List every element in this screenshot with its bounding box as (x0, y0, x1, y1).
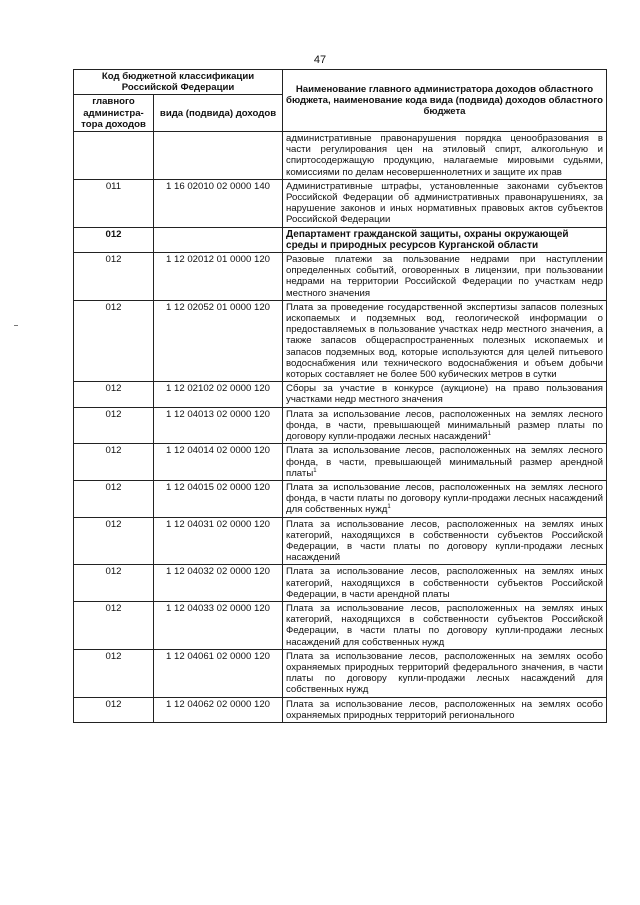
admin-code-cell: 012 (74, 253, 154, 301)
income-name-text: Плата за использование лесов, расположенных на землях особо охраняемых природных территорий регионального (286, 698, 603, 721)
admin-code-cell: 012 (74, 227, 154, 252)
budget-classification-table (73, 69, 607, 723)
admin-code-cell: 012 (74, 300, 154, 381)
income-name-text: Плата за использование лесов, расположенных на землях иных категорий, находящихся в собственности субъектов Российской Федерации, в части платы по договору купли-продажи лесных насаждений для собственных нужд (286, 602, 603, 648)
income-code-cell (154, 227, 283, 252)
income-name-text: Плата за использование лесов, расположенных на землях иных категорий, находящихся в собственности субъектов Российской Федерации, в части арендной платы (286, 566, 603, 600)
table-row (74, 601, 607, 649)
admin-code-cell: 012 (74, 565, 154, 602)
income-name-cell (283, 517, 607, 565)
income-name-cell (283, 444, 607, 481)
admin-code-cell: 012 (74, 649, 154, 697)
income-name-text: Плата за проведение государственной экспертизы запасов полезных ископаемых и подземных вод, геологической информации о предоставляемых в пользование участках недр местного значения, а также запасов общераспространенных полезных ископаемых и запасов подземных вод, которые используются для целей питьевого водоснабжения или технического водоснабжения и объем добычи которых составляет не более 500 кубических метров в сутки (286, 301, 603, 381)
admin-code-cell: 012 (74, 480, 154, 517)
income-name-text: Плата за использование лесов, расположенных на землях лесного фонда, в части, превышающей минимальный размер арендной платы (286, 445, 603, 479)
income-code-cell: 1 12 04014 02 0000 120 (154, 444, 283, 481)
income-name-cell (283, 179, 607, 227)
table-body (74, 132, 607, 723)
table-row (74, 697, 607, 722)
income-name-cell (283, 300, 607, 381)
income-code-cell: 1 12 02102 02 0000 120 (154, 382, 283, 407)
table-row (74, 382, 607, 407)
income-name-cell (283, 565, 607, 602)
income-code-cell: 1 12 04013 02 0000 120 (154, 407, 283, 444)
table-row (74, 253, 607, 301)
table-row (74, 300, 607, 381)
income-code-cell: 1 12 04031 02 0000 120 (154, 517, 283, 565)
table-row (74, 649, 607, 697)
admin-code-cell (74, 132, 154, 180)
header-name-column: Наименование главного администратора доходов областного бюджета, наименование кода вида (подвида) доходов областного бюджета (283, 70, 607, 132)
income-code-cell: 1 12 04033 02 0000 120 (154, 601, 283, 649)
department-row (74, 227, 607, 252)
table-row (74, 132, 607, 180)
income-name-cell (283, 227, 607, 252)
income-name-cell (283, 132, 607, 180)
table-row (74, 444, 607, 481)
margin-mark (14, 325, 18, 326)
income-name-cell (283, 649, 607, 697)
admin-code-cell: 012 (74, 444, 154, 481)
income-name-text: Плата за использование лесов, расположенных на землях особо охраняемых природных территорий федерального значения, в части платы по договору купли-продажи лесных насаждений для собственных нужд (286, 650, 603, 696)
income-code-cell: 1 12 02012 01 0000 120 (154, 253, 283, 301)
admin-code-cell: 011 (74, 179, 154, 227)
header-code-column: вида (подвида) доходов (154, 95, 283, 132)
income-code-cell: 1 12 04015 02 0000 120 (154, 480, 283, 517)
income-name-text: Сборы за участие в конкурсе (аукционе) на право пользования участками недр местного значения (286, 383, 603, 406)
admin-code-cell: 012 (74, 697, 154, 722)
footnote-marker: 1 (487, 430, 491, 437)
income-name-text: Плата за использование лесов, расположенных на землях лесного фонда, в части, превышающей минимальный размер платы по договору купли-продажи лесных насаждений (286, 408, 603, 443)
income-name-cell (283, 382, 607, 407)
table-row (74, 407, 607, 444)
income-name-text: Плата за использование лесов, расположенных на землях лесного фонда, в части платы по договору купли-продажи лесных насаждений для собственных нужд (286, 481, 603, 516)
income-name-cell (283, 601, 607, 649)
income-name-text: административные правонарушения порядка ценообразования в части регулирования цен на этиловый спирт, алкогольную и спиртосодержащую продукцию, налагаемые мировыми судьями, комиссиями по делам несовершеннолетних и защите их прав (286, 133, 603, 178)
income-name-cell (283, 407, 607, 444)
page-number: 47 (313, 54, 327, 66)
income-name-text: Административные штрафы, установленные законами субъектов Российской Федерации об административных правонарушениях, за нарушение законов и иных нормативных правовых актов субъектов Российской Федерации (286, 180, 603, 226)
income-code-cell: 1 16 02010 02 0000 140 (154, 179, 283, 227)
income-code-cell: 1 12 04061 02 0000 120 (154, 649, 283, 697)
income-code-cell: 1 12 02052 01 0000 120 (154, 300, 283, 381)
income-code-cell: 1 12 04032 02 0000 120 (154, 565, 283, 602)
income-code-cell (154, 132, 283, 180)
table-row (74, 517, 607, 565)
table-row (74, 480, 607, 517)
admin-code-cell: 012 (74, 517, 154, 565)
income-name-cell (283, 253, 607, 301)
header-budget-code-group: Код бюджетной классификации Российской Федерации (74, 70, 283, 95)
income-name-cell (283, 480, 607, 517)
income-name-text: Разовые платежи за пользование недрами при наступлении определенных событий, оговоренных в лицензии, при пользовании недрами на территории Российской Федерации по участкам недр местного значения (286, 254, 603, 299)
footnote-marker: 1 (313, 467, 317, 474)
income-code-cell: 1 12 04062 02 0000 120 (154, 697, 283, 722)
table-header (74, 70, 607, 132)
table-row (74, 565, 607, 602)
income-name-text: Плата за использование лесов, расположенных на землях иных категорий, находящихся в собственности субъектов Российской Федерации, в части платы по договору купли-продажи лесных насаждений (286, 518, 603, 564)
income-name-cell (283, 697, 607, 722)
income-name-text: Департамент гражданской защиты, охраны окружающей среды и природных ресурсов Курганской области (286, 228, 569, 251)
admin-code-cell: 012 (74, 382, 154, 407)
header-admin-column: главного администра-тора доходов (74, 95, 154, 132)
table-row (74, 179, 607, 227)
footnote-marker: 1 (387, 504, 391, 511)
admin-code-cell: 012 (74, 601, 154, 649)
admin-code-cell: 012 (74, 407, 154, 444)
